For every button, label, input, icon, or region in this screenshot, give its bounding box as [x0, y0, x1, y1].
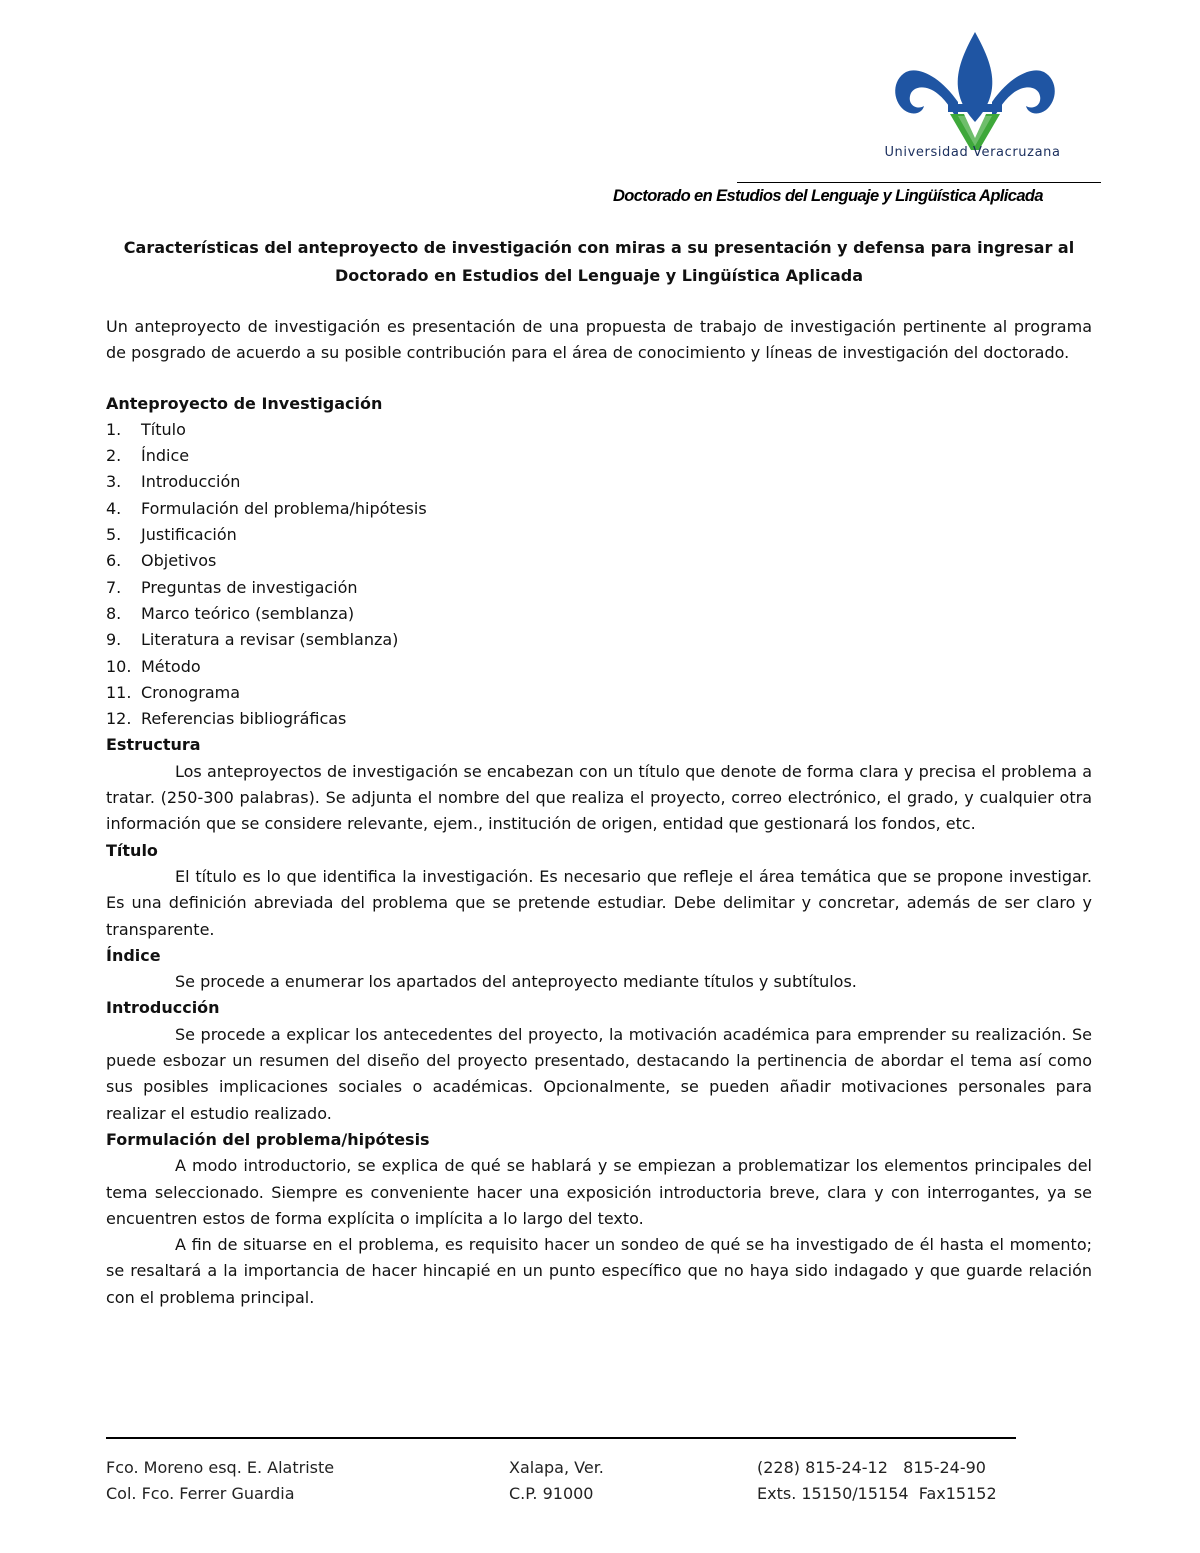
section-heading-indice: Índice	[106, 945, 161, 965]
section-paragraph: Los anteproyectos de investigación se encabezan con un título que denote de forma clara y precisa el problema a tratar. (250-300 palabras). Se adjunta el nombre del que realiza el proyecto, correo electrónico, el grado, y cualquier otra información que se considere relevante, ejem., institución de origen, entidad que gestionará los fondos, etc.	[106, 761, 1092, 834]
document-body	[106, 234, 1092, 1311]
title-line-1: Características del anteproyecto de investigación con miras a su presentación y defensa para ingresar al	[123, 238, 1075, 257]
sections-list	[106, 417, 1092, 733]
list-item: 3. Introducción	[106, 472, 241, 492]
program-name: Doctorado en Estudios del Lenguaje y Lingüística Aplicada	[612, 187, 1043, 205]
footer-rule	[106, 1437, 1016, 1439]
footer-city-line-2: C.P. 91000	[509, 1484, 594, 1503]
list-item: 7. Preguntas de investigación	[106, 577, 358, 597]
list-item: 1. Título	[106, 419, 186, 439]
footer-phone-line-2: Exts. 15150/15154 Fax15152	[757, 1484, 997, 1503]
list-item: 5. Justificación	[106, 525, 237, 545]
list-item: 12. Referencias bibliográficas	[106, 709, 347, 729]
footer-phones	[757, 1455, 1027, 1507]
list-item: 6. Objetivos	[106, 551, 217, 571]
list-item: 11. Cronograma	[106, 682, 241, 702]
footer-address-line-1: Fco. Moreno esq. E. Alatriste	[106, 1458, 335, 1477]
section-heading-titulo: Título	[106, 840, 158, 860]
footer-city-line-1: Xalapa, Ver.	[509, 1458, 604, 1477]
list-item: 10. Método	[106, 656, 201, 676]
section-paragraph: A fin de situarse en el problema, es requisito hacer un sondeo de qué se ha investigado de él hasta el momento; se resaltará a la importancia de hacer hincapié en un punto específico que no haya sido indagado y que guarde relación con el problema principal.	[106, 1235, 1092, 1307]
intro-paragraph: Un anteproyecto de investigación es presentación de una propuesta de trabajo de investigación pertinente al programa de posgrado de acuerdo a su posible contribución para el área de conocimiento y líneas de investigación del doctorado.	[106, 317, 1092, 363]
section-heading-introduccion: Introducción	[106, 998, 220, 1018]
footer-address-line-2: Col. Fco. Ferrer Guardia	[106, 1484, 295, 1503]
section-paragraph: El título es lo que identifica la investigación. Es necesario que refleje el área temática que se propone investigar. Es una definición abreviada del problema que se pretende estudiar. Debe delimitar y concretar, además de ser claro y transparente.	[106, 866, 1092, 939]
section-paragraph: Se procede a explicar los antecedentes del proyecto, la motivación académica para emprender su realización. Se puede esbozar un resumen del diseño del proyecto presentado, destacando la pertinencia de abordar el tema así como sus posibles implicaciones sociales o académicas. Opcionalmente, se pueden añadir motivaciones personales para realizar el estudio realizado.	[106, 1024, 1092, 1123]
list-heading: Anteproyecto de Investigación	[106, 393, 383, 413]
footer-address	[106, 1455, 334, 1507]
footer-phone-line-1: (228) 815-24-12 815-24-90	[757, 1458, 986, 1477]
section-paragraph: Se procede a enumerar los apartados del anteproyecto mediante títulos y subtítulos.	[175, 972, 857, 992]
title-line-2: Doctorado en Estudios del Lenguaje y Lingüística Aplicada	[334, 266, 863, 285]
list-item: 2. Índice	[106, 446, 190, 466]
section-paragraph: A modo introductorio, se explica de qué se hablará y se empiezan a problematizar los elementos principales del tema seleccionado. Siempre es conveniente hacer una exposición introductoria breve, clara y con interrogantes, ya se encuentren estos de forma explícita o implícita a lo largo del texto.	[106, 1156, 1092, 1228]
document-title	[106, 234, 1092, 290]
section-heading-formulacion: Formulación del problema/hipótesis	[106, 1129, 430, 1149]
list-item: 9. Literatura a revisar (semblanza)	[106, 630, 399, 650]
university-name: Universidad Veracruzana	[884, 145, 1061, 160]
footer-city	[509, 1455, 604, 1507]
section-heading-estructura: Estructura	[106, 735, 201, 755]
list-item: 4. Formulación del problema/hipótesis	[106, 498, 427, 518]
header-rule	[737, 182, 1101, 183]
list-item: 8. Marco teórico (semblanza)	[106, 603, 355, 623]
